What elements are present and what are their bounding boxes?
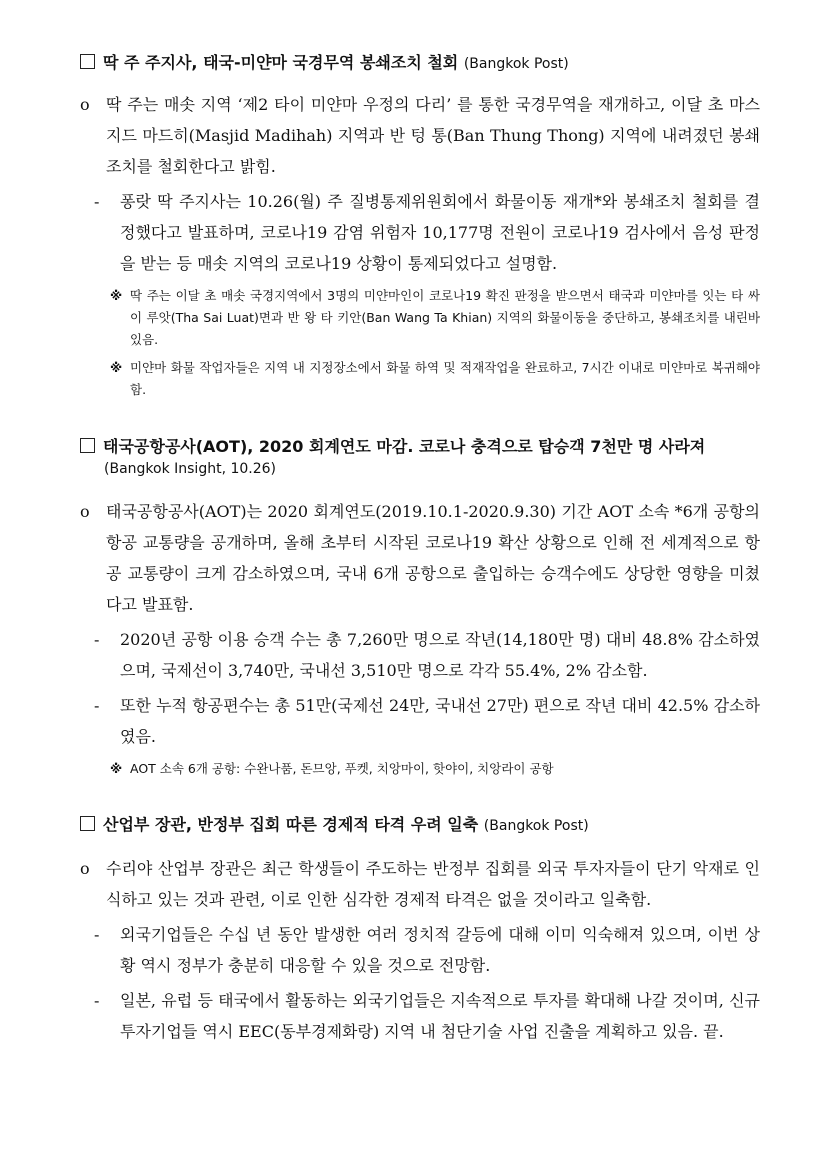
paragraph-text: 딱 주는 매솟 지역 ‘제2 타이 미얀마 우정의 다리’ 를 통한 국경무역을 재개하고, 이달 초 마스지드 마드히(Masjid Madihah) 지역과 반 텅 통(Ban Thung Thong) 지역에 내려졌던 봉쇄조치를 철회한다고 밝힘. [106,95,760,176]
paragraph-text: 일본, 유럽 등 태국에서 활동하는 외국기업들은 지속적으로 투자를 확대해 나갈 것이며, 신규 투자기업들 역시 EEC(동부경제화랑) 지역 내 첨단기술 사업 진출을 계획하고 있음. 끝. [120,991,760,1041]
paragraph-text: 또한 누적 항공편수는 총 51만(국제선 24만, 국내선 27만) 편으로 작년 대비 42.5% 감소하였음. [120,696,760,746]
section-heading [80,814,760,837]
note-marker: ※ [110,761,123,776]
checkbox-square-icon [80,438,95,453]
section-heading [80,436,760,480]
note-marker: ※ [110,360,123,375]
section-aot-traffic [80,436,760,780]
dash-paragraph [80,985,760,1047]
bullet-paragraph [80,496,760,620]
dash-marker: - [94,991,100,1010]
dash-paragraph [80,690,760,752]
heading-title: 태국공항공사(AOT), 2020 회계연도 마감. 코로나 충격으로 탑승객 7천만 명 사라져 [103,437,706,456]
heading-title: 산업부 장관, 반정부 집회 따른 경제적 타격 우려 일축 [103,815,479,834]
paragraph-text: 퐁랏 딱 주지사는 10.26(월) 주 질병통제위원회에서 화물이동 재개*와 봉쇄조치 철회를 결정했다고 발표하며, 코로나19 감염 위험자 10,177명 전원이 코로나19 검사에서 음성 판정을 받는 등 매솟 지역의 코로나19 상황이 통제되었다고 설명함. [120,192,760,273]
paragraph-text: 태국공항공사(AOT)는 2020 회계연도(2019.10.1-2020.9.30) 기간 AOT 소속 *6개 공항의 항공 교통량을 공개하며, 올해 초부터 시작된 코로나19 확산 상황으로 인해 전 세계적으로 항공 교통량이 크게 감소하였으며, 국내 6개 공항으로 출입하는 승객수에도 상당한 영향을 미쳤다고 발표함. [106,502,760,614]
paragraph-text: 외국기업들은 수십 년 동안 발생한 여러 정치적 갈등에 대해 이미 익숙해져 있으며, 이번 상황 역시 정부가 충분히 대응할 수 있을 것으로 전망함. [120,925,760,975]
heading-source: (Bangkok Post) [463,56,569,72]
checkbox-square-icon [80,54,95,69]
section-industry-minister [80,814,760,1047]
bullet-marker: o [80,502,90,521]
dash-paragraph [80,919,760,981]
footnote [80,285,760,351]
heading-source: (Bangkok Insight, 10.26) [104,461,277,477]
heading-title: 딱 주 주지사, 태국-미얀마 국경무역 봉쇄조치 철회 [103,53,459,72]
bullet-marker: o [80,859,90,878]
dash-paragraph [80,624,760,686]
dash-marker: - [94,630,100,649]
bullet-marker: o [80,95,90,114]
dash-marker: - [94,192,100,211]
dash-paragraph [80,186,760,279]
footnote-text: 미얀마 화물 작업자들은 지역 내 지정장소에서 화물 하역 및 적재작업을 완료하고, 7시간 이내로 미얀마로 복귀해야함. [130,360,760,397]
paragraph-text: 수리야 산업부 장관은 최근 학생들이 주도하는 반정부 집회를 외국 투자자들이 단기 악재로 인식하고 있는 것과 관련, 이로 인한 심각한 경제적 타격은 없을 것이라고 일축함. [106,859,760,909]
bullet-paragraph [80,853,760,915]
footnote-text: 딱 주는 이달 초 매솟 국경지역에서 3명의 미얀마인이 코로나19 확진 판정을 받으면서 태국과 미얀마를 잇는 타 싸이 루앗(Tha Sai Luat)면과 반 왕 타 키안(Ban Wang Ta Khian) 지역의 화물이동을 중단하고, 봉쇄조치를 내린바있음. [130,288,760,347]
paragraph-text: 2020년 공항 이용 승객 수는 총 7,260만 명으로 작년(14,180만 명) 대비 48.8% 감소하였으며, 국제선이 3,740만, 국내선 3,510만 명으로 각각 55.4%, 2% 감소함. [120,630,760,680]
note-marker: ※ [110,288,123,303]
section-border-trade [80,52,760,401]
section-heading [80,52,760,75]
dash-marker: - [94,696,100,715]
footnote [80,758,760,780]
dash-marker: - [94,925,100,944]
checkbox-square-icon [80,816,95,831]
footnote [80,357,760,401]
footnote-text: AOT 소속 6개 공항: 수완나품, 돈므앙, 푸켓, 치앙마이, 핫야이, 치앙라이 공항 [130,761,554,776]
heading-source: (Bangkok Post) [483,818,589,834]
bullet-paragraph [80,89,760,182]
